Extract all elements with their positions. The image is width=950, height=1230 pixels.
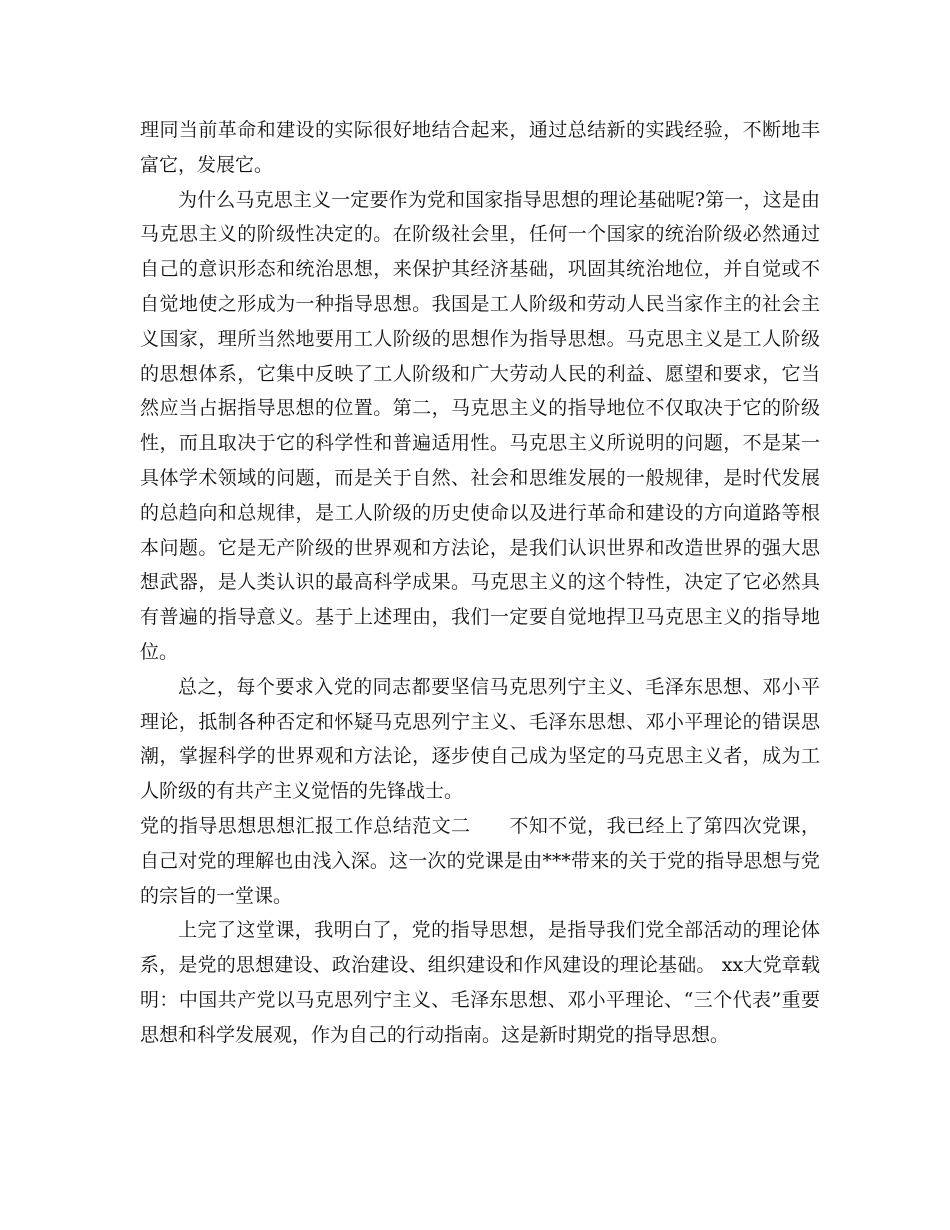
paragraph-essay-two-heading: 党的指导思想思想汇报工作总结范文二 不知不觉，我已经上了第四次党课，自己对党的理解也由浅入深。这一次的党课是由***带来的关于党的指导思想与党的宗旨的一堂课。	[140, 814, 820, 907]
paragraph-why-marxism: 为什么马克思主义一定要作为党和国家指导思想的理论基础呢?第一，这是由马克思主义的阶级性决定的。在阶级社会里，任何一个国家的统治阶级必然通过自己的意识形态和统治思想，来保护其经济基础，巩固其统治地位，并自觉或不自觉地使之形成为一种指导思想。我国是工人阶级和劳动人民当家作主的社会主义国家，理所当然地要用工人阶级的思想作为指导思想。马克思主义是工人阶级的思想体系，它集中反映了工人阶级和广大劳动人民的利益、愿望和要求，它当然应当占据指导思想的位置。第二，马克思主义的指导地位不仅取决于它的阶级性，而且取决于它的科学性和普遍适用性。马克思主义所说明的问题，不是某一具体学术领域的问题，而是关于自然、社会和思维发展的一般规律，是时代发展的总趋向和总规律，是工人阶级的历史使命以及进行革命和建设的方向道路等根本问题。它是无产阶级的世界观和方法论，是我们认识世界和改造世界的强大思想武器，是人类认识的最高科学成果。马克思主义的这个特性，决定了它必然具有普遍的指导意义。基于上述理由，我们一定要自觉地捍卫马克思主义的指导地位。	[140, 188, 820, 663]
document-body	[140, 113, 820, 1053]
paragraph-guiding-thought: 上完了这堂课，我明白了，党的指导思想，是指导我们党全部活动的理论体系，是党的思想建设、政治建设、组织建设和作风建设的理论基础。 xx大党章载明：中国共产党以马克思列宁主义、毛泽东思想、邓小平理论、“三个代表”重要思想和科学发展观，作为自己的行动指南。这是新时期党的指导思想。	[140, 919, 820, 1046]
paragraph-conclusion: 总之，每个要求入党的同志都要坚信马克思列宁主义、毛泽东思想、邓小平理论，抵制各种否定和怀疑马克思列宁主义、毛泽东思想、邓小平理论的错误思潮，掌握科学的世界观和方法论，逐步使自己成为坚定的马克思主义者，成为工人阶级的有共产主义觉悟的先锋战士。	[140, 675, 820, 803]
paragraph-continuation: 理同当前革命和建设的实际很好地结合起来，通过总结新的实践经验，不断地丰富它，发展它。	[140, 119, 820, 176]
